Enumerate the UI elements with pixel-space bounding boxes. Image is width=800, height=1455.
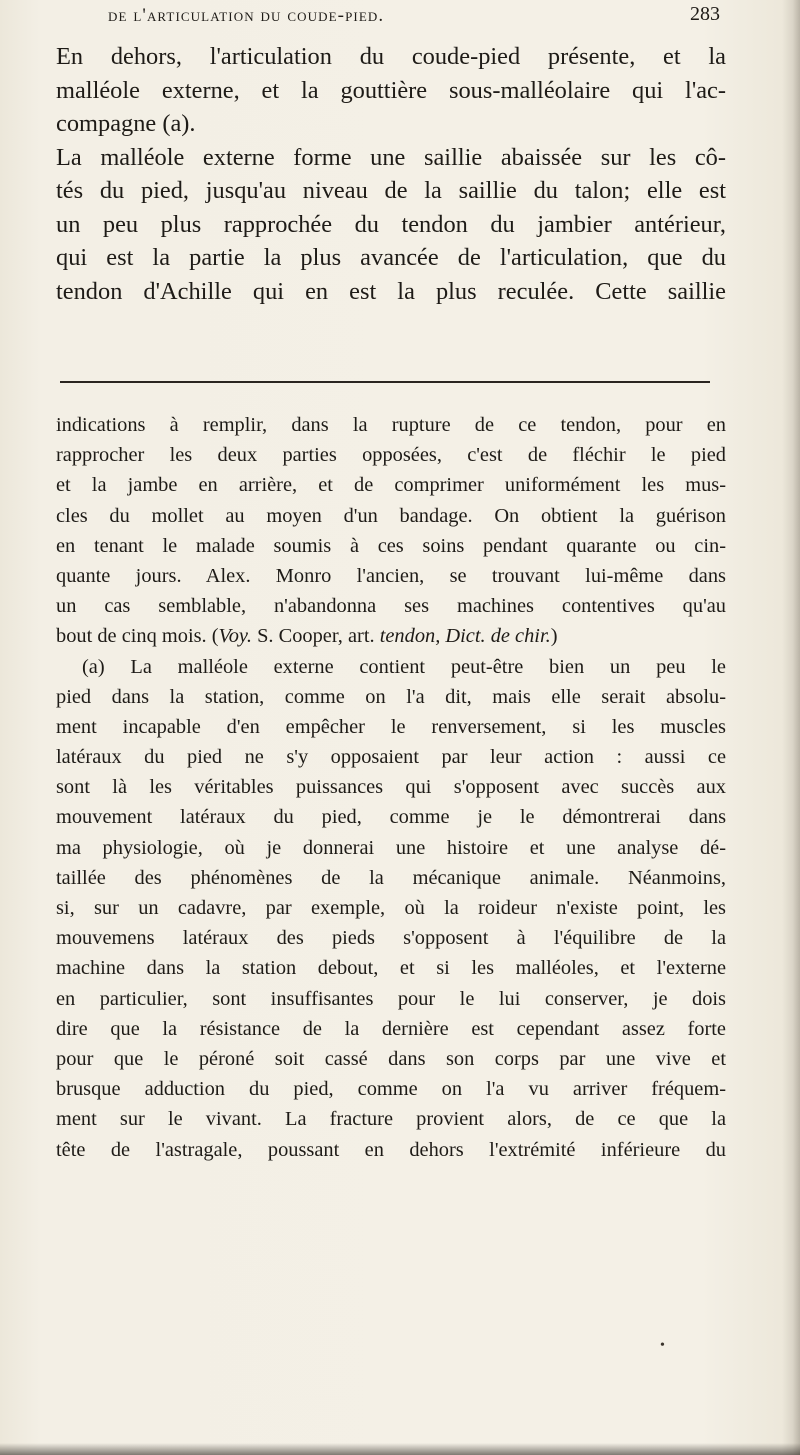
- note-line: machine dans la station debout, et si les malléoles, et l'externe: [56, 957, 726, 980]
- note-line: et la jambe en arrière, et de comprimer uniformément les mus-: [56, 474, 726, 497]
- main-body: [56, 40, 726, 308]
- main-line: La malléole externe forme une saillie abaissée sur les cô-: [56, 143, 726, 171]
- note-line: en tenant le malade soumis à ces soins pendant quarante ou cin-: [56, 534, 726, 557]
- main-line: En dehors, l'articulation du coude-pied présente, et la: [56, 43, 726, 70]
- printer-mark: •: [660, 1338, 665, 1353]
- note-line: latéraux du pied ne s'y opposaient par leur action : aussi ce: [56, 746, 726, 769]
- reference-author: S. Cooper, art.: [251, 625, 380, 648]
- note-line: taillée des phénomènes de la mécanique animale. Néanmoins,: [56, 866, 726, 889]
- note-line: mouvement latéraux du pied, comme je le démontrerai dans: [56, 806, 726, 829]
- note-line: ment sur le vivant. La fracture provient alors, de ce que la: [56, 1108, 726, 1131]
- note-line: pour que le péroné soit cassé dans son corps par une vive et: [56, 1047, 726, 1070]
- note-line: dire que la résistance de la dernière est cependant assez forte: [56, 1017, 726, 1040]
- note-line: si, sur un cadavre, par exemple, où la roideur n'existe point, les: [56, 897, 726, 919]
- main-line: malléole externe, et la gouttière sous-malléolaire qui l'ac-: [56, 76, 726, 104]
- note-line: cles du mollet au moyen d'un bandage. On obtient la guérison: [56, 504, 726, 527]
- main-line: qui est la partie la plus avancée de l'articulation, que du: [56, 244, 726, 271]
- note-line: sont là les véritables puissances qui s'opposent avec succès aux: [56, 776, 726, 799]
- main-line: compagne (a).: [56, 110, 196, 137]
- main-line: tendon d'Achille qui en est la plus reculée. Cette saillie: [56, 277, 726, 305]
- main-line: un peu plus rapprochée du tendon du jambier antérieur,: [56, 210, 726, 238]
- main-line: tés du pied, jusqu'au niveau de la saillie du talon; elle est: [56, 177, 726, 204]
- footnotes: [56, 410, 726, 1165]
- note-line: rapprocher les deux parties opposées, c'est de fléchir le pied: [56, 444, 726, 467]
- reference-voy: Voy.: [218, 625, 252, 648]
- note-text: bout de cinq mois. (: [56, 625, 219, 648]
- note-line: un cas semblable, n'abandonna ses machines contentives qu'au: [56, 595, 726, 618]
- note-line: mouvemens latéraux des pieds s'opposent à l'équilibre de la: [56, 927, 726, 950]
- page-bottom-shadow: [0, 1443, 800, 1455]
- note-line: ma physiologie, où je donnerai une histoire et une analyse dé-: [56, 836, 726, 859]
- note-line: en particulier, sont insuffisantes pour le lui conserver, je dois: [56, 987, 726, 1010]
- page-edge-shadow: [782, 0, 800, 1455]
- note-line: tête de l'astragale, poussant en dehors l'extrémité inférieure du: [56, 1138, 726, 1161]
- running-head: [100, 0, 720, 40]
- note-line: indications à remplir, dans la rupture de ce tendon, pour en: [56, 414, 726, 436]
- note-line: (a) La malléole externe contient peut-être bien un peu le: [82, 655, 726, 678]
- page-number: 283: [690, 3, 720, 25]
- note-line: brusque adduction du pied, comme on l'a vu arriver fréquem-: [56, 1078, 726, 1101]
- reference-close: ): [550, 625, 558, 648]
- note-line: quante jours. Alex. Monro l'ancien, se trouvant lui-même dans: [56, 564, 726, 587]
- reference-title: tendon, Dict. de chir.: [379, 625, 551, 648]
- footnote-divider: [60, 381, 710, 383]
- note-line: pied dans la station, comme on l'a dit, mais elle serait absolu-: [56, 685, 726, 708]
- note-line-reference: [56, 621, 726, 651]
- running-title: de l'articulation du coude-pied.: [108, 5, 385, 26]
- note-line: ment incapable d'en empêcher le renversement, si les muscles: [56, 715, 726, 738]
